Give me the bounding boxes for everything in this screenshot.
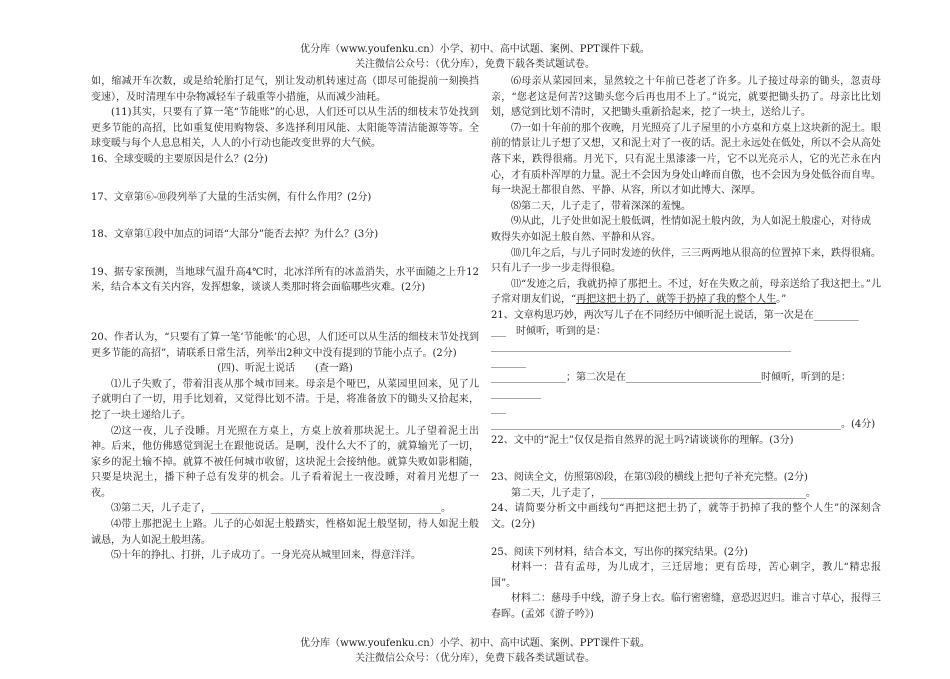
question-24: 24、请简要分析文中画线句“再把这把土扔了，就等于扔掉了我的整个人生”的深刻含文。(2分) [491, 503, 881, 531]
footer-line-1: 优分库（www.youfenku.cn）小学、初中、高中试题、案例、PPT课件下载。 [300, 638, 650, 649]
story-11-text-b: 。” [776, 294, 787, 306]
question-21-line-1: 21、文章构思巧妙，两次写儿子在不同经历中倾听泥土说话，第一次是在_________ [491, 309, 859, 321]
story-paragraph-7: ⑺一如十年前的那个夜晚，月光照亮了儿子屋里的小方桌和方桌上这块新的泥土。眼前的情景让儿子想了又想，又和泥土对了一夜的话。泥土永远处在低处，所以不会从高处落下来，跌得很痛。月光下，只有泥土黑漆漆一片，它不以光亮示人，它的光芒永在内心，才有质朴浑厚的力量。泥土不会因为身处山峰而自傲，也不会因为身处低谷而自卑。每一块泥土都很自然、平静、从容，所以才如此博大、深厚。 [491, 122, 881, 197]
question-20: 20、作者认为，“只要有了算一笔‘节能帐’的心思，人们还可以从生活的细枝末节处找到更多节能的高招”，请联系日常生活，列举出2种文中没有提到的节能小点子。(2分) [91, 331, 479, 359]
question-21-line-2: ___ 时倾听，听到的是：____________________________________________________________ [491, 325, 791, 353]
question-25: 25、阅读下列材料，结合本文，写出你的探究结果。(2分) [491, 546, 748, 558]
story-paragraph-6: ⑹母亲从菜园回来，显然较之十年前已苍老了许多。儿子接过母亲的锄头，忽责母亲，“您老这是何苦?这锄头您今后再也用不上了。”说完，就要把锄头扔了。母亲比比划划，感觉到比划不清时，又把锄头重新拾起来，挖了一块土，送给儿子。 [491, 76, 881, 119]
story-11-text-a: ⑾“发迹之后，我就扔掉了那把土。不过，好在失败之前，母亲送给了我这把土。”儿子常对朋友们说，“ [491, 278, 881, 306]
story-paragraph-2: ⑵这一夜，儿子没睡。月光照在方桌上，方桌上放着那块泥土。儿子望着泥土出神。后来，他仿佛感觉到泥土在跟他说话。是啊，没什么大不了的，就算输光了一切，家乡的泥土输不掉。就算不被任何城市收留，这块泥土会接纳他。就算失败如影相随，只要是块泥土，播下种子总有发芽的机会。儿子看着泥土一夜没睡，对着月光想了一夜。 [91, 425, 479, 499]
header-line-2: 关注微信公众号：（优分库），免费下载各类试题试卷。 [355, 59, 595, 70]
question-21-line-3: _______ [491, 356, 526, 368]
question-16: 16、全球变暖的主要原因是什么？(2分) [91, 153, 268, 165]
story-paragraph-9a: ⑼从此，儿子处世如泥土般低调，性情如泥土般内敛，为人如泥土般虚心，对待成 [511, 216, 871, 228]
question-21-line-4: _______________；第二次是在___________________________时倾听，听到的是：__________ [491, 372, 851, 399]
question-19: 19、据专家预测，当地球气温升高4℃时，北冰洋所有的冰盖消失，水平面随之上升12米，结合本文有关内容，发挥想象，谈谈人类那时将会面临哪些灾难。(2分) [91, 266, 479, 294]
section-title: (四)、听泥土说话 (查一路) [217, 363, 353, 375]
page-footer [0, 636, 950, 666]
story-paragraph-9b: 败得失亦如泥土般自然、平静和从容。 [491, 231, 661, 243]
question-23-blank: 第二天，儿子走了，_________________________________________。 [511, 487, 816, 499]
story-paragraph-11 [491, 277, 881, 308]
story-paragraph-10: ⑽几年之后，与儿子同时发迹的伙伴，三三两两地从很高的位置掉下来，跌得很痛。只有儿子一步一步走得很稳。 [491, 247, 881, 275]
page-header [0, 42, 950, 72]
material-1: 材料一：昔有孟母，为儿成才，三迁居地；更有岳母，苦心刺字，教儿“精忠报国”。 [491, 562, 881, 589]
footer-line-2: 关注微信公众号：（优分库），免费下载各类试题试卷。 [355, 653, 595, 664]
question-23: 23、阅读全文，仿照第⑻段，在第⑶段的横线上把句子补充完整。(2分) [491, 472, 808, 484]
paragraph-11: (11)其实，只要有了算一笔“节能账”的心思，人们还可以从生活的细枝末节处找到更多节能的高招，比如重复使用购物袋、多选择利用风能、太阳能等清洁能源等等。全球变暖与每个人息息相关，人人的小行动也能改变世界的大气候。 [91, 107, 479, 150]
question-21-line-5: ___ [491, 403, 506, 415]
story-paragraph-8: ⑻第二天，儿子走了，带着深深的羞愧。 [511, 200, 691, 212]
question-22: 22、文中的“泥土”仅仅是指自然界的泥土吗?请谈谈你的理解。(3分) [491, 434, 794, 446]
material-2: 材料二：慈母手中线，游子身上衣。临行密密缝，意恐迟迟归。谁言寸草心，报得三春晖。(孟郊《游子吟》) [491, 593, 881, 620]
story-paragraph-5: ⑸十年的挣扎、打拼，儿子成功了。一身光亮从城里回来，得意洋洋。 [111, 550, 421, 562]
question-21-line-6: ______________________________________________________________________。(4分) [491, 419, 876, 431]
underlined-sentence: 再把这把土扔了，就等于扔掉了我的整个人生 [576, 294, 777, 306]
question-18: 18、文章第①段中加点的词语“大部分”能否去掉？为什么？(3分) [91, 229, 379, 241]
right-column [491, 74, 881, 623]
paragraph-intro: 如，缩减开车次数，或是给轮胎打足气，别让发动机转速过高（即尽可能提前一刻换挡变速），及时清理车中杂物减轻车子载重等小措施，从而减少油耗。 [91, 76, 479, 103]
left-column [91, 74, 479, 564]
question-17: 17、文章第⑥-⑩段列举了大量的生活实例，有什么作用？(2分) [91, 191, 372, 203]
story-paragraph-4: ⑷带上那把泥土上路。儿子的心如泥土般踏实，性格如泥土般坚韧，待人如泥土般诚恳，为人如泥土般坦荡。 [91, 519, 479, 546]
story-paragraph-3: ⑶第二天，儿子走了，______________________________________________。 [111, 503, 451, 515]
story-paragraph-1: ⑴儿子失败了，带着泪丧从那个城市回来。母亲是个哑巴，从菜园里回来，见了儿子就明白了一切，用手比划着，又觉得比划不清。于是，将准备放下的锄头又拾起来，挖了一块土递给儿子。 [91, 378, 479, 421]
header-line-1: 优分库（www.youfenku.cn）小学、初中、高中试题、案例、PPT课件下载。 [300, 44, 650, 55]
